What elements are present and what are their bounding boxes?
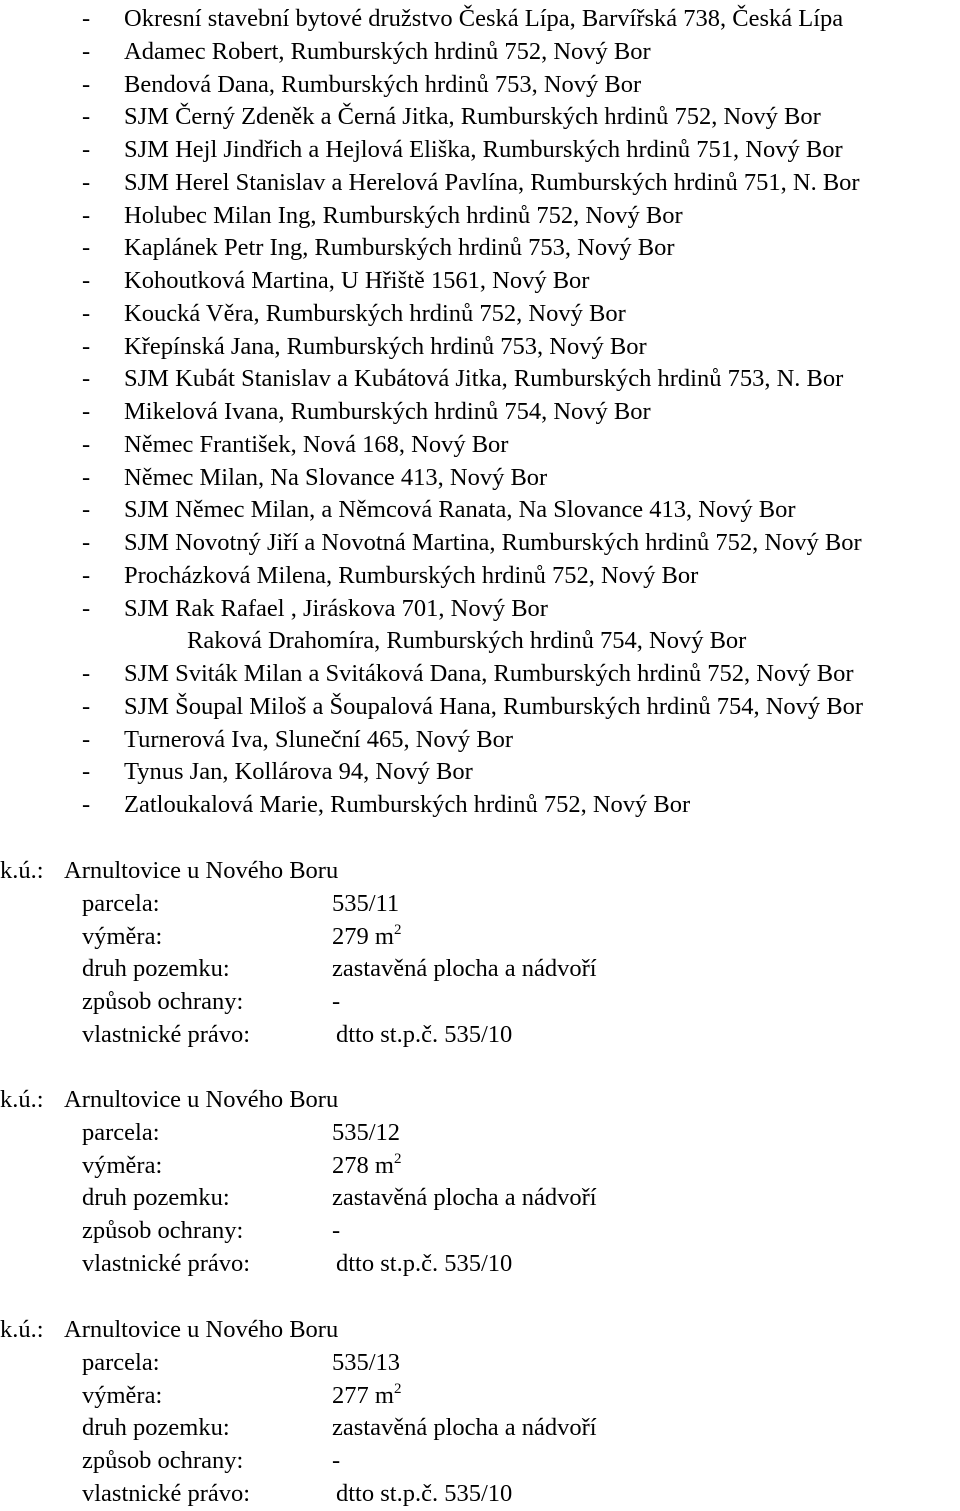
owner-text: Raková Drahomíra, Rumburských hrdinů 754, Nový Bor [187, 627, 747, 655]
parcel-number-row [0, 888, 960, 921]
owner-row [0, 756, 960, 789]
owner-text: Němec František, Nová 168, Nový Bor [124, 430, 509, 458]
list-dash: - [82, 234, 91, 262]
owner-row [0, 363, 960, 396]
land-type-row [0, 1412, 960, 1445]
owner-row [0, 101, 960, 134]
ownership-value: dtto st.p.č. 535/10 [336, 1249, 513, 1277]
owner-row [0, 560, 960, 593]
cadastral-area-value: Arnultovice u Nového Boru [64, 1086, 339, 1113]
owner-row [0, 527, 960, 560]
owner-row [0, 658, 960, 691]
area-row [0, 1380, 960, 1413]
list-dash: - [82, 267, 91, 294]
list-dash: - [82, 463, 91, 491]
parcel-number-value: 535/11 [332, 889, 400, 917]
area-number: 279 m [332, 922, 394, 950]
list-dash: - [82, 430, 91, 458]
owner-row [0, 265, 960, 298]
area-unit-exponent: 2 [393, 1150, 402, 1167]
protection-label: způsob ochrany: [82, 988, 244, 1015]
land-type-row [0, 953, 960, 986]
ownership-value: dtto st.p.č. 535/10 [336, 1479, 513, 1507]
area-row [0, 921, 960, 954]
owner-row [0, 298, 960, 331]
owner-row [0, 200, 960, 233]
owners-list [0, 3, 960, 822]
owner-text: Kohoutková Martina, U Hřiště 1561, Nový Bor [124, 267, 590, 294]
parcel-block [0, 1084, 960, 1281]
ownership-label: vlastnické právo: [82, 1479, 251, 1507]
owner-text: SJM Sviták Milan a Svitáková Dana, Rumburských hrdinů 752, Nový Bor [124, 660, 854, 687]
owner-text: SJM Herel Stanislav a Herelová Pavlína, Rumburských hrdinů 751, N. Bor [124, 168, 860, 196]
cadastral-area-label: k.ú.: [0, 1086, 44, 1113]
list-dash: - [82, 365, 91, 393]
parcel-number-row [0, 1347, 960, 1380]
protection-value: - [332, 988, 341, 1015]
list-dash: - [82, 594, 91, 622]
land-type-label: druh pozemku: [82, 1414, 230, 1442]
list-dash: - [82, 136, 91, 163]
area-unit-exponent: 2 [393, 1380, 402, 1397]
parcel-number-label: parcela: [82, 889, 160, 917]
owner-row [0, 69, 960, 102]
list-dash: - [82, 332, 91, 360]
area-label: výměra: [82, 1381, 163, 1409]
area-value [332, 921, 401, 954]
list-dash: - [82, 561, 91, 589]
owner-text: Kaplánek Petr Ing, Rumburských hrdinů 753, Nový Bor [124, 234, 675, 262]
owner-text: Procházková Milena, Rumburských hrdinů 752, Nový Bor [124, 561, 699, 589]
parcel-number-value: 535/13 [332, 1348, 401, 1376]
owner-text: SJM Rak Rafael , Jiráskova 701, Nový Bor [124, 594, 548, 622]
parcel-block [0, 1314, 960, 1511]
ownership-value: dtto st.p.č. 535/10 [336, 1020, 513, 1048]
area-row [0, 1150, 960, 1183]
owner-text: Bendová Dana, Rumburských hrdinů 753, Nový Bor [124, 70, 642, 98]
area-value [332, 1380, 401, 1413]
list-dash: - [82, 299, 91, 327]
parcel-number-label: parcela: [82, 1348, 160, 1376]
owner-text: SJM Novotný Jiří a Novotná Martina, Rumburských hrdinů 752, Nový Bor [124, 529, 862, 556]
owner-text: SJM Němec Milan, a Němcová Ranata, Na Slovance 413, Nový Bor [124, 496, 796, 524]
owner-text: Mikelová Ivana, Rumburských hrdinů 754, Nový Bor [124, 398, 651, 425]
area-number: 277 m [332, 1381, 394, 1409]
list-dash: - [82, 758, 91, 786]
cadastral-area-row [0, 1314, 960, 1347]
owner-row [0, 691, 960, 724]
owner-row [0, 593, 960, 626]
list-dash: - [82, 168, 91, 196]
land-type-value: zastavěná plocha a nádvoří [332, 1414, 597, 1442]
owner-text: Adamec Robert, Rumburských hrdinů 752, Nový Bor [124, 37, 651, 65]
owner-row [0, 167, 960, 200]
owner-row [0, 724, 960, 757]
owner-row [0, 462, 960, 495]
area-label: výměra: [82, 1151, 163, 1179]
cadastral-area-value: Arnultovice u Nového Boru [64, 857, 339, 884]
cadastral-area-value: Arnultovice u Nového Boru [64, 1316, 339, 1343]
land-type-label: druh pozemku: [82, 1184, 230, 1212]
protection-value: - [332, 1447, 341, 1474]
area-number: 278 m [332, 1151, 394, 1179]
list-dash: - [82, 496, 91, 524]
owner-row [0, 232, 960, 265]
owner-text: Němec Milan, Na Slovance 413, Nový Bor [124, 463, 548, 491]
land-type-row [0, 1182, 960, 1215]
owner-text: Holubec Milan Ing, Rumburských hrdinů 752, Nový Bor [124, 201, 683, 229]
protection-value: - [332, 1217, 341, 1244]
list-dash: - [82, 37, 91, 65]
cadastral-area-label: k.ú.: [0, 857, 44, 884]
owner-text: Turnerová Iva, Sluneční 465, Nový Bor [124, 725, 514, 753]
owner-row [0, 134, 960, 167]
protection-label: způsob ochrany: [82, 1217, 244, 1244]
land-type-label: druh pozemku: [82, 955, 230, 983]
ownership-row [0, 1248, 960, 1281]
owner-text: Okresní stavební bytové družstvo Česká Lípa, Barvířská 738, Česká Lípa [124, 5, 844, 32]
area-value [332, 1150, 401, 1183]
owner-row [0, 789, 960, 822]
owner-row [0, 3, 960, 36]
owner-text: Křepínská Jana, Rumburských hrdinů 753, Nový Bor [124, 332, 647, 360]
ownership-label: vlastnické právo: [82, 1249, 251, 1277]
list-dash: - [82, 791, 91, 818]
land-type-value: zastavěná plocha a nádvoří [332, 1184, 597, 1212]
list-dash: - [82, 70, 91, 98]
ownership-label: vlastnické právo: [82, 1020, 251, 1048]
ownership-row [0, 1019, 960, 1052]
list-dash: - [82, 529, 91, 556]
owner-text: Tynus Jan, Kollárova 94, Nový Bor [124, 758, 473, 786]
protection-label: způsob ochrany: [82, 1447, 244, 1474]
owner-text: Zatloukalová Marie, Rumburských hrdinů 752, Nový Bor [124, 791, 691, 818]
parcel-number-value: 535/12 [332, 1118, 401, 1146]
area-label: výměra: [82, 922, 163, 950]
list-dash: - [82, 398, 91, 425]
protection-row [0, 986, 960, 1019]
list-dash: - [82, 725, 91, 753]
area-unit-exponent: 2 [393, 921, 402, 938]
owner-row [0, 331, 960, 364]
parcel-number-row [0, 1117, 960, 1150]
owner-row [0, 429, 960, 462]
owner-text: SJM Kubát Stanislav a Kubátová Jitka, Rumburských hrdinů 753, N. Bor [124, 365, 844, 393]
cadastral-area-row [0, 1084, 960, 1117]
cadastral-area-row [0, 855, 960, 888]
protection-row [0, 1445, 960, 1478]
list-dash: - [82, 692, 91, 720]
owner-row [0, 396, 960, 429]
owner-row [0, 36, 960, 69]
list-dash: - [82, 201, 91, 229]
ownership-row [0, 1478, 960, 1511]
owner-text: SJM Šoupal Miloš a Šoupalová Hana, Rumburských hrdinů 754, Nový Bor [124, 692, 864, 720]
owner-row [0, 494, 960, 527]
protection-row [0, 1215, 960, 1248]
owner-text: SJM Černý Zdeněk a Černá Jitka, Rumburských hrdinů 752, Nový Bor [124, 103, 821, 131]
land-type-value: zastavěná plocha a nádvoří [332, 955, 597, 983]
list-dash: - [82, 103, 91, 131]
parcel-block [0, 855, 960, 1052]
cadastral-area-label: k.ú.: [0, 1316, 44, 1343]
owner-text: SJM Hejl Jindřich a Hejlová Eliška, Rumburských hrdinů 751, Nový Bor [124, 136, 843, 163]
parcel-number-label: parcela: [82, 1118, 160, 1146]
list-dash: - [82, 5, 91, 32]
owner-text: Koucká Věra, Rumburských hrdinů 752, Nový Bor [124, 299, 626, 327]
list-dash: - [82, 660, 91, 687]
owner-row-continuation [0, 625, 960, 658]
